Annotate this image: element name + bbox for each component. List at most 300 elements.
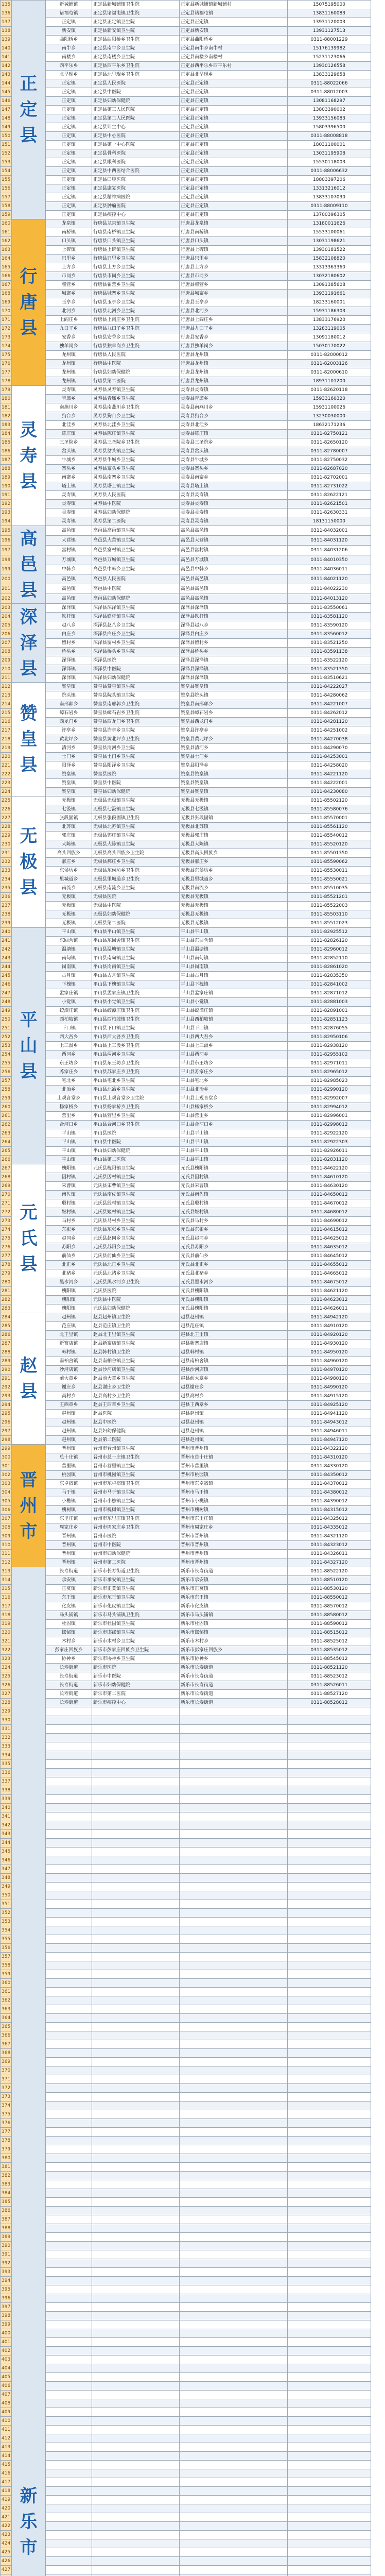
row-number: 329	[1, 1707, 12, 1716]
org-cell: 正定县中西医结合医院	[92, 167, 180, 176]
table-row	[1, 9, 371, 18]
phone-cell	[288, 2031, 371, 2040]
org-cell	[92, 2417, 180, 2426]
org-cell	[92, 1786, 180, 1795]
org-cell	[92, 2469, 180, 2478]
addr-cell: 灵寿县北洼乡	[180, 421, 288, 430]
org-cell: 深泽县铁杆镇卫生院	[92, 613, 180, 621]
org-cell	[92, 1804, 180, 1812]
row-number: 171	[1, 316, 12, 325]
town-cell: 正定镇	[46, 88, 92, 97]
table-row	[1, 2014, 371, 2023]
org-cell	[92, 1769, 180, 1777]
org-cell: 灵寿县陈庄镇卫生院	[92, 430, 180, 438]
row-number: 198	[1, 555, 12, 565]
row-number: 321	[1, 1637, 12, 1646]
row-number: 275	[1, 1234, 12, 1243]
phone-cell: 15933160320	[288, 395, 371, 403]
row-number: 398	[1, 2312, 12, 2320]
town-cell	[46, 1716, 92, 1725]
row-number: 359	[1, 1970, 12, 1979]
row-number: 402	[1, 2347, 12, 2355]
table-row	[1, 1900, 371, 1909]
row-number: 341	[1, 1812, 12, 1821]
phone-cell	[288, 2268, 371, 2277]
row-number: 409	[1, 2408, 12, 2417]
table-row	[1, 2539, 371, 2548]
table-row	[1, 62, 371, 71]
row-number: 167	[1, 281, 12, 290]
town-cell: 承安镇	[46, 1576, 92, 1585]
addr-cell	[180, 2224, 288, 2233]
phone-cell	[288, 1909, 371, 1918]
town-cell: 正定镇	[46, 202, 92, 211]
org-cell: 平山县下槐镇卫生院	[92, 980, 180, 989]
org-cell: 灵寿县塔上镇卫生院	[92, 482, 180, 491]
town-cell: 高邑镇	[46, 594, 92, 604]
phone-cell: 0311-88580012	[288, 1611, 371, 1620]
org-cell: 行唐县城寨乡卫生院	[92, 290, 180, 298]
org-cell	[92, 1734, 180, 1742]
phone-cell	[288, 2198, 371, 2207]
addr-cell: 正定县正定镇	[180, 106, 288, 114]
phone-cell	[288, 1760, 371, 1769]
row-number: 272	[1, 1208, 12, 1217]
org-cell	[92, 2005, 180, 2014]
row-number: 140	[1, 44, 12, 53]
phone-cell: 13031195908	[288, 149, 371, 158]
row-number: 248	[1, 998, 12, 1007]
addr-cell	[180, 1795, 288, 1804]
town-cell	[46, 1777, 92, 1786]
row-number: 221	[1, 761, 12, 770]
town-cell	[46, 2066, 92, 2075]
org-cell: 晋州市中医院	[92, 1541, 180, 1550]
phone-cell: 0311-84960120	[288, 1357, 371, 1366]
org-cell: 灵寿县第二医院	[92, 517, 180, 526]
addr-cell: 行唐县龙泉镇	[180, 219, 288, 228]
row-number: 370	[1, 2066, 12, 2075]
addr-cell: 无极县张段固镇	[180, 814, 288, 823]
addr-cell: 赵县赵州镇	[180, 1313, 288, 1322]
town-cell: 北早现乡	[46, 71, 92, 79]
row-number: 224	[1, 788, 12, 796]
addr-cell	[180, 2084, 288, 2093]
addr-cell: 正定县正定镇	[180, 141, 288, 149]
org-cell: 行唐县妇幼保健院	[92, 368, 180, 377]
phone-cell	[288, 2303, 371, 2312]
org-cell: 行唐县中医院	[92, 360, 180, 368]
phone-cell: 13933156083	[288, 114, 371, 123]
addr-cell	[180, 1883, 288, 1891]
addr-cell	[180, 2391, 288, 2399]
addr-cell: 赵县谢庄乡	[180, 1383, 288, 1392]
table-row	[1, 1532, 371, 1541]
phone-cell	[288, 1918, 371, 1926]
org-cell: 正定县北早现乡卫生院	[92, 71, 180, 79]
town-cell: 马头铺镇	[46, 1611, 92, 1620]
row-number: 290	[1, 1366, 12, 1375]
row-number: 183	[1, 421, 12, 430]
row-number: 415	[1, 2461, 12, 2469]
table-row	[1, 1086, 371, 1094]
phone-cell: 0311-84281120	[288, 718, 371, 726]
town-cell	[46, 1804, 92, 1812]
phone-cell: 0311-84258020	[288, 761, 371, 770]
row-number: 282	[1, 1296, 12, 1304]
table-row	[1, 211, 371, 219]
org-cell: 平山县孟家庄镇卫生院	[92, 989, 180, 998]
town-cell	[46, 2119, 92, 2128]
town-cell: 彭家庄回族乡	[46, 1646, 92, 1655]
table-row	[1, 2075, 371, 2084]
phone-cell	[288, 1830, 371, 1839]
table-row	[1, 2303, 371, 2312]
town-cell: 七汲镇	[46, 805, 92, 814]
row-number: 169	[1, 298, 12, 307]
addr-cell	[180, 2539, 288, 2548]
row-number: 241	[1, 937, 12, 945]
addr-cell: 赞皇县许亭乡	[180, 726, 288, 735]
town-cell: 赵州镇	[46, 1313, 92, 1322]
row-number: 361	[1, 1988, 12, 1996]
phone-cell: 0311-82950106	[288, 1033, 371, 1042]
row-number: 146	[1, 97, 12, 106]
table-row	[1, 709, 371, 718]
row-number: 323	[1, 1655, 12, 1664]
phone-cell: 0311-88515012	[288, 1629, 371, 1637]
row-number: 262	[1, 1121, 12, 1129]
table-row	[1, 526, 371, 536]
phone-cell	[288, 2180, 371, 2189]
org-cell: 深泽县赵八乡卫生院	[92, 621, 180, 630]
row-number: 286	[1, 1331, 12, 1340]
row-number: 269	[1, 1182, 12, 1191]
table-row	[1, 193, 371, 202]
county-label	[12, 1, 46, 219]
town-cell: 北正乡	[46, 1261, 92, 1269]
row-number: 394	[1, 2277, 12, 2285]
row-number: 143	[1, 71, 12, 79]
org-cell: 灵寿县中医院	[92, 500, 180, 509]
org-cell: 赵县南柏舍镇卫生院	[92, 1357, 180, 1366]
addr-cell: 平山县孟家庄镇	[180, 989, 288, 998]
town-cell: 姬村镇	[46, 1208, 92, 1217]
addr-cell	[180, 2364, 288, 2373]
org-cell: 正定县西平乐乡卫生院	[92, 62, 180, 71]
addr-cell: 元氏县因村镇	[180, 1173, 288, 1182]
phone-cell	[288, 1742, 371, 1751]
table-row	[1, 2522, 371, 2531]
addr-cell: 深泽县深泽镇	[180, 674, 288, 683]
row-number: 322	[1, 1646, 12, 1655]
org-cell: 赞皇县土门乡卫生院	[92, 753, 180, 761]
table-row	[1, 1637, 371, 1646]
table-row	[1, 517, 371, 526]
table-row	[1, 1392, 371, 1401]
town-cell: 西平乐乡	[46, 62, 92, 71]
town-cell: 狗台乡	[46, 412, 92, 421]
phone-cell: 0311-84270038	[288, 735, 371, 744]
org-cell	[92, 2531, 180, 2539]
addr-cell	[180, 2522, 288, 2531]
row-number: 149	[1, 123, 12, 132]
org-cell: 正定县精神病医院	[92, 193, 180, 202]
org-cell: 灵寿县青廉乡卫生院	[92, 395, 180, 403]
addr-cell: 晋州市东卓宿镇	[180, 1480, 288, 1488]
row-number: 410	[1, 2417, 12, 2426]
town-cell	[46, 2049, 92, 2058]
addr-cell	[180, 2180, 288, 2189]
phone-cell	[288, 2347, 371, 2355]
addr-cell	[180, 1734, 288, 1742]
org-cell: 深泽县中医院	[92, 665, 180, 674]
addr-cell	[180, 2303, 288, 2312]
phone-cell: 0311-84630120	[288, 1182, 371, 1191]
row-number: 317	[1, 1602, 12, 1611]
org-cell: 赵县赵州镇卫生院	[92, 1313, 180, 1322]
row-number: 347	[1, 1865, 12, 1874]
table-row	[1, 2198, 371, 2207]
phone-cell: 0311-85580076	[288, 805, 371, 814]
table-row	[1, 395, 371, 403]
addr-cell: 赵县新寨店镇	[180, 1340, 288, 1348]
addr-cell: 晋州市晋州镇	[180, 1445, 288, 1453]
phone-cell	[288, 2373, 371, 2382]
town-cell	[46, 2408, 92, 2417]
table-row	[1, 2119, 371, 2128]
table-row	[1, 2426, 371, 2434]
phone-cell	[288, 2539, 371, 2548]
row-number: 376	[1, 2119, 12, 2128]
phone-cell	[288, 2075, 371, 2084]
town-cell: 赵八乡	[46, 621, 92, 630]
table-row	[1, 1042, 371, 1050]
org-cell	[92, 2075, 180, 2084]
org-cell: 元氏县黑水河乡卫生院	[92, 1278, 180, 1287]
addr-cell: 正定县正定镇	[180, 176, 288, 184]
org-cell	[92, 2207, 180, 2215]
phone-cell: 13032180602	[288, 272, 371, 281]
phone-cell	[288, 1786, 371, 1795]
phone-cell: 0311-84925120	[288, 1401, 371, 1410]
table-row	[1, 744, 371, 753]
town-cell	[46, 2566, 92, 2574]
town-cell: 赵州镇	[46, 1418, 92, 1427]
org-cell: 高邑县人民医院	[92, 574, 180, 584]
addr-cell: 赞皇县清河乡	[180, 744, 288, 753]
phone-cell: 0311-84626011	[288, 1304, 371, 1313]
phone-cell	[288, 1891, 371, 1900]
table-row	[1, 1304, 371, 1313]
row-number: 174	[1, 342, 12, 351]
table-row	[1, 2163, 371, 2172]
table-row	[1, 937, 371, 945]
table-row	[1, 2189, 371, 2198]
table-row	[1, 648, 371, 656]
addr-cell	[180, 2172, 288, 2180]
table-row	[1, 18, 371, 27]
row-number: 344	[1, 1839, 12, 1848]
table-row	[1, 1655, 371, 1664]
phone-cell: 0311-88009110	[288, 202, 371, 211]
org-cell	[92, 2364, 180, 2373]
phone-cell: 0311-82990120	[288, 1086, 371, 1094]
row-number: 306	[1, 1506, 12, 1515]
phone-cell: 0311-82000012	[288, 351, 371, 360]
addr-cell	[180, 1777, 288, 1786]
table-row	[1, 2215, 371, 2224]
row-number: 212	[1, 683, 12, 691]
org-cell: 赵县沙河店镇卫生院	[92, 1366, 180, 1375]
table-row	[1, 639, 371, 648]
addr-cell: 元氏县东张乡	[180, 1226, 288, 1234]
phone-cell	[288, 2338, 371, 2347]
table-row	[1, 167, 371, 176]
addr-cell: 平山县下槐镇	[180, 980, 288, 989]
addr-cell	[180, 2005, 288, 2014]
phone-cell: 0311-85501350	[288, 849, 371, 858]
addr-cell: 行唐县只里乡	[180, 255, 288, 263]
table-row	[1, 1410, 371, 1418]
addr-cell	[180, 1725, 288, 1734]
phone-cell: 13091180012	[288, 333, 371, 342]
phone-cell: 0311-82731022	[288, 482, 371, 491]
addr-cell: 行唐县口头镇	[180, 237, 288, 246]
row-number: 315	[1, 1585, 12, 1594]
table-row	[1, 2513, 371, 2522]
table-row	[1, 1620, 371, 1629]
row-number: 157	[1, 193, 12, 202]
phone-cell	[288, 2093, 371, 2102]
table-row	[1, 2399, 371, 2408]
addr-cell	[180, 2066, 288, 2075]
phone-cell	[288, 2005, 371, 2014]
row-number: 137	[1, 18, 12, 27]
addr-cell: 平山县平山镇	[180, 1138, 288, 1147]
org-cell: 深泽县桥头乡卫生院	[92, 648, 180, 656]
town-cell	[46, 2180, 92, 2189]
org-cell: 正定县南牛乡卫生院	[92, 44, 180, 53]
addr-cell: 灵寿县岔头镇	[180, 447, 288, 456]
table-row	[1, 1383, 371, 1392]
row-number: 331	[1, 1725, 12, 1734]
org-cell: 灵寿县南燕川乡卫生院	[92, 403, 180, 412]
phone-cell: 0311-84022230	[288, 584, 371, 594]
town-cell: 正定镇	[46, 141, 92, 149]
org-cell	[92, 2128, 180, 2137]
org-cell: 平山县西柏坡镇卫生院	[92, 1015, 180, 1024]
table-row	[1, 1182, 371, 1191]
addr-cell: 平山县下口镇	[180, 1024, 288, 1033]
phone-cell: 0311-83521350	[288, 665, 371, 674]
row-number: 366	[1, 2031, 12, 2040]
row-number: 160	[1, 219, 12, 228]
table-row	[1, 342, 371, 351]
town-cell: 两河乡	[46, 1050, 92, 1059]
county-name: 行唐县	[20, 266, 38, 338]
row-number: 424	[1, 2539, 12, 2548]
addr-cell: 无极县南流乡	[180, 884, 288, 893]
addr-cell: 新乐市东王镇	[180, 1594, 288, 1602]
town-cell: 清河乡	[46, 744, 92, 753]
table-row	[1, 176, 371, 184]
phone-cell: 0311-88528012	[288, 1699, 371, 1707]
row-number: 408	[1, 2399, 12, 2408]
addr-cell: 行唐县翟营乡	[180, 281, 288, 290]
town-cell: 长寿街道	[46, 1664, 92, 1672]
addr-cell	[180, 2242, 288, 2250]
table-row	[1, 1191, 371, 1199]
org-cell: 赞皇县赞皇镇卫生院	[92, 683, 180, 691]
town-cell	[46, 2382, 92, 2391]
phone-cell: 0311-82000610	[288, 368, 371, 377]
addr-cell: 赞皇县赞皇镇	[180, 779, 288, 788]
county-name: 无极县	[20, 826, 38, 898]
row-number: 364	[1, 2014, 12, 2023]
town-cell	[46, 2154, 92, 2163]
table-row	[1, 2487, 371, 2496]
row-number: 380	[1, 2154, 12, 2163]
row-number: 357	[1, 1953, 12, 1961]
table-row	[1, 910, 371, 919]
phone-cell: 0311-88527120	[288, 1690, 371, 1699]
row-number: 141	[1, 53, 12, 62]
addr-cell: 新乐市马头铺镇	[180, 1611, 288, 1620]
phone-cell	[288, 1926, 371, 1935]
row-number: 230	[1, 840, 12, 849]
town-cell	[46, 2487, 92, 2496]
town-cell: 三圣院乡	[46, 438, 92, 447]
table-row	[1, 2005, 371, 2014]
phone-cell: 0311-88525012	[288, 1637, 371, 1646]
phone-cell	[288, 2215, 371, 2224]
org-cell	[92, 1725, 180, 1734]
addr-cell: 灵寿县南燕川乡	[180, 403, 288, 412]
town-cell: 蛟潭庄镇	[46, 1007, 92, 1015]
table-row	[1, 805, 371, 814]
town-cell: 槐阳镇	[46, 1164, 92, 1173]
org-cell: 晋州市第二医院	[92, 1558, 180, 1567]
table-row	[1, 545, 371, 555]
town-cell: 赵同乡	[46, 1234, 92, 1243]
row-number: 255	[1, 1059, 12, 1068]
phone-cell: 15176139982	[288, 44, 371, 53]
table-row	[1, 1112, 371, 1121]
town-cell	[46, 1865, 92, 1874]
row-number: 302	[1, 1471, 12, 1480]
row-number: 190	[1, 482, 12, 491]
table-row	[1, 2373, 371, 2382]
row-number: 263	[1, 1129, 12, 1138]
row-number: 419	[1, 2496, 12, 2504]
addr-cell: 平山县平山镇	[180, 1147, 288, 1156]
county-name: 灵寿县	[20, 419, 38, 492]
row-number: 385	[1, 2198, 12, 2207]
addr-cell: 行唐县龙州镇	[180, 360, 288, 368]
org-cell: 赞皇县南邢郭乡卫生院	[92, 700, 180, 709]
org-cell: 灵寿县人民医院	[92, 491, 180, 500]
phone-cell: 0311-85520120	[288, 840, 371, 849]
addr-cell	[180, 1821, 288, 1830]
row-number: 246	[1, 980, 12, 989]
org-cell: 晋州市总十庄镇卫生院	[92, 1453, 180, 1462]
row-number: 313	[1, 1567, 12, 1576]
table-row	[1, 1576, 371, 1585]
org-cell: 行唐县安香乡卫生院	[92, 333, 180, 342]
phone-cell	[288, 2382, 371, 2391]
addr-cell	[180, 1760, 288, 1769]
